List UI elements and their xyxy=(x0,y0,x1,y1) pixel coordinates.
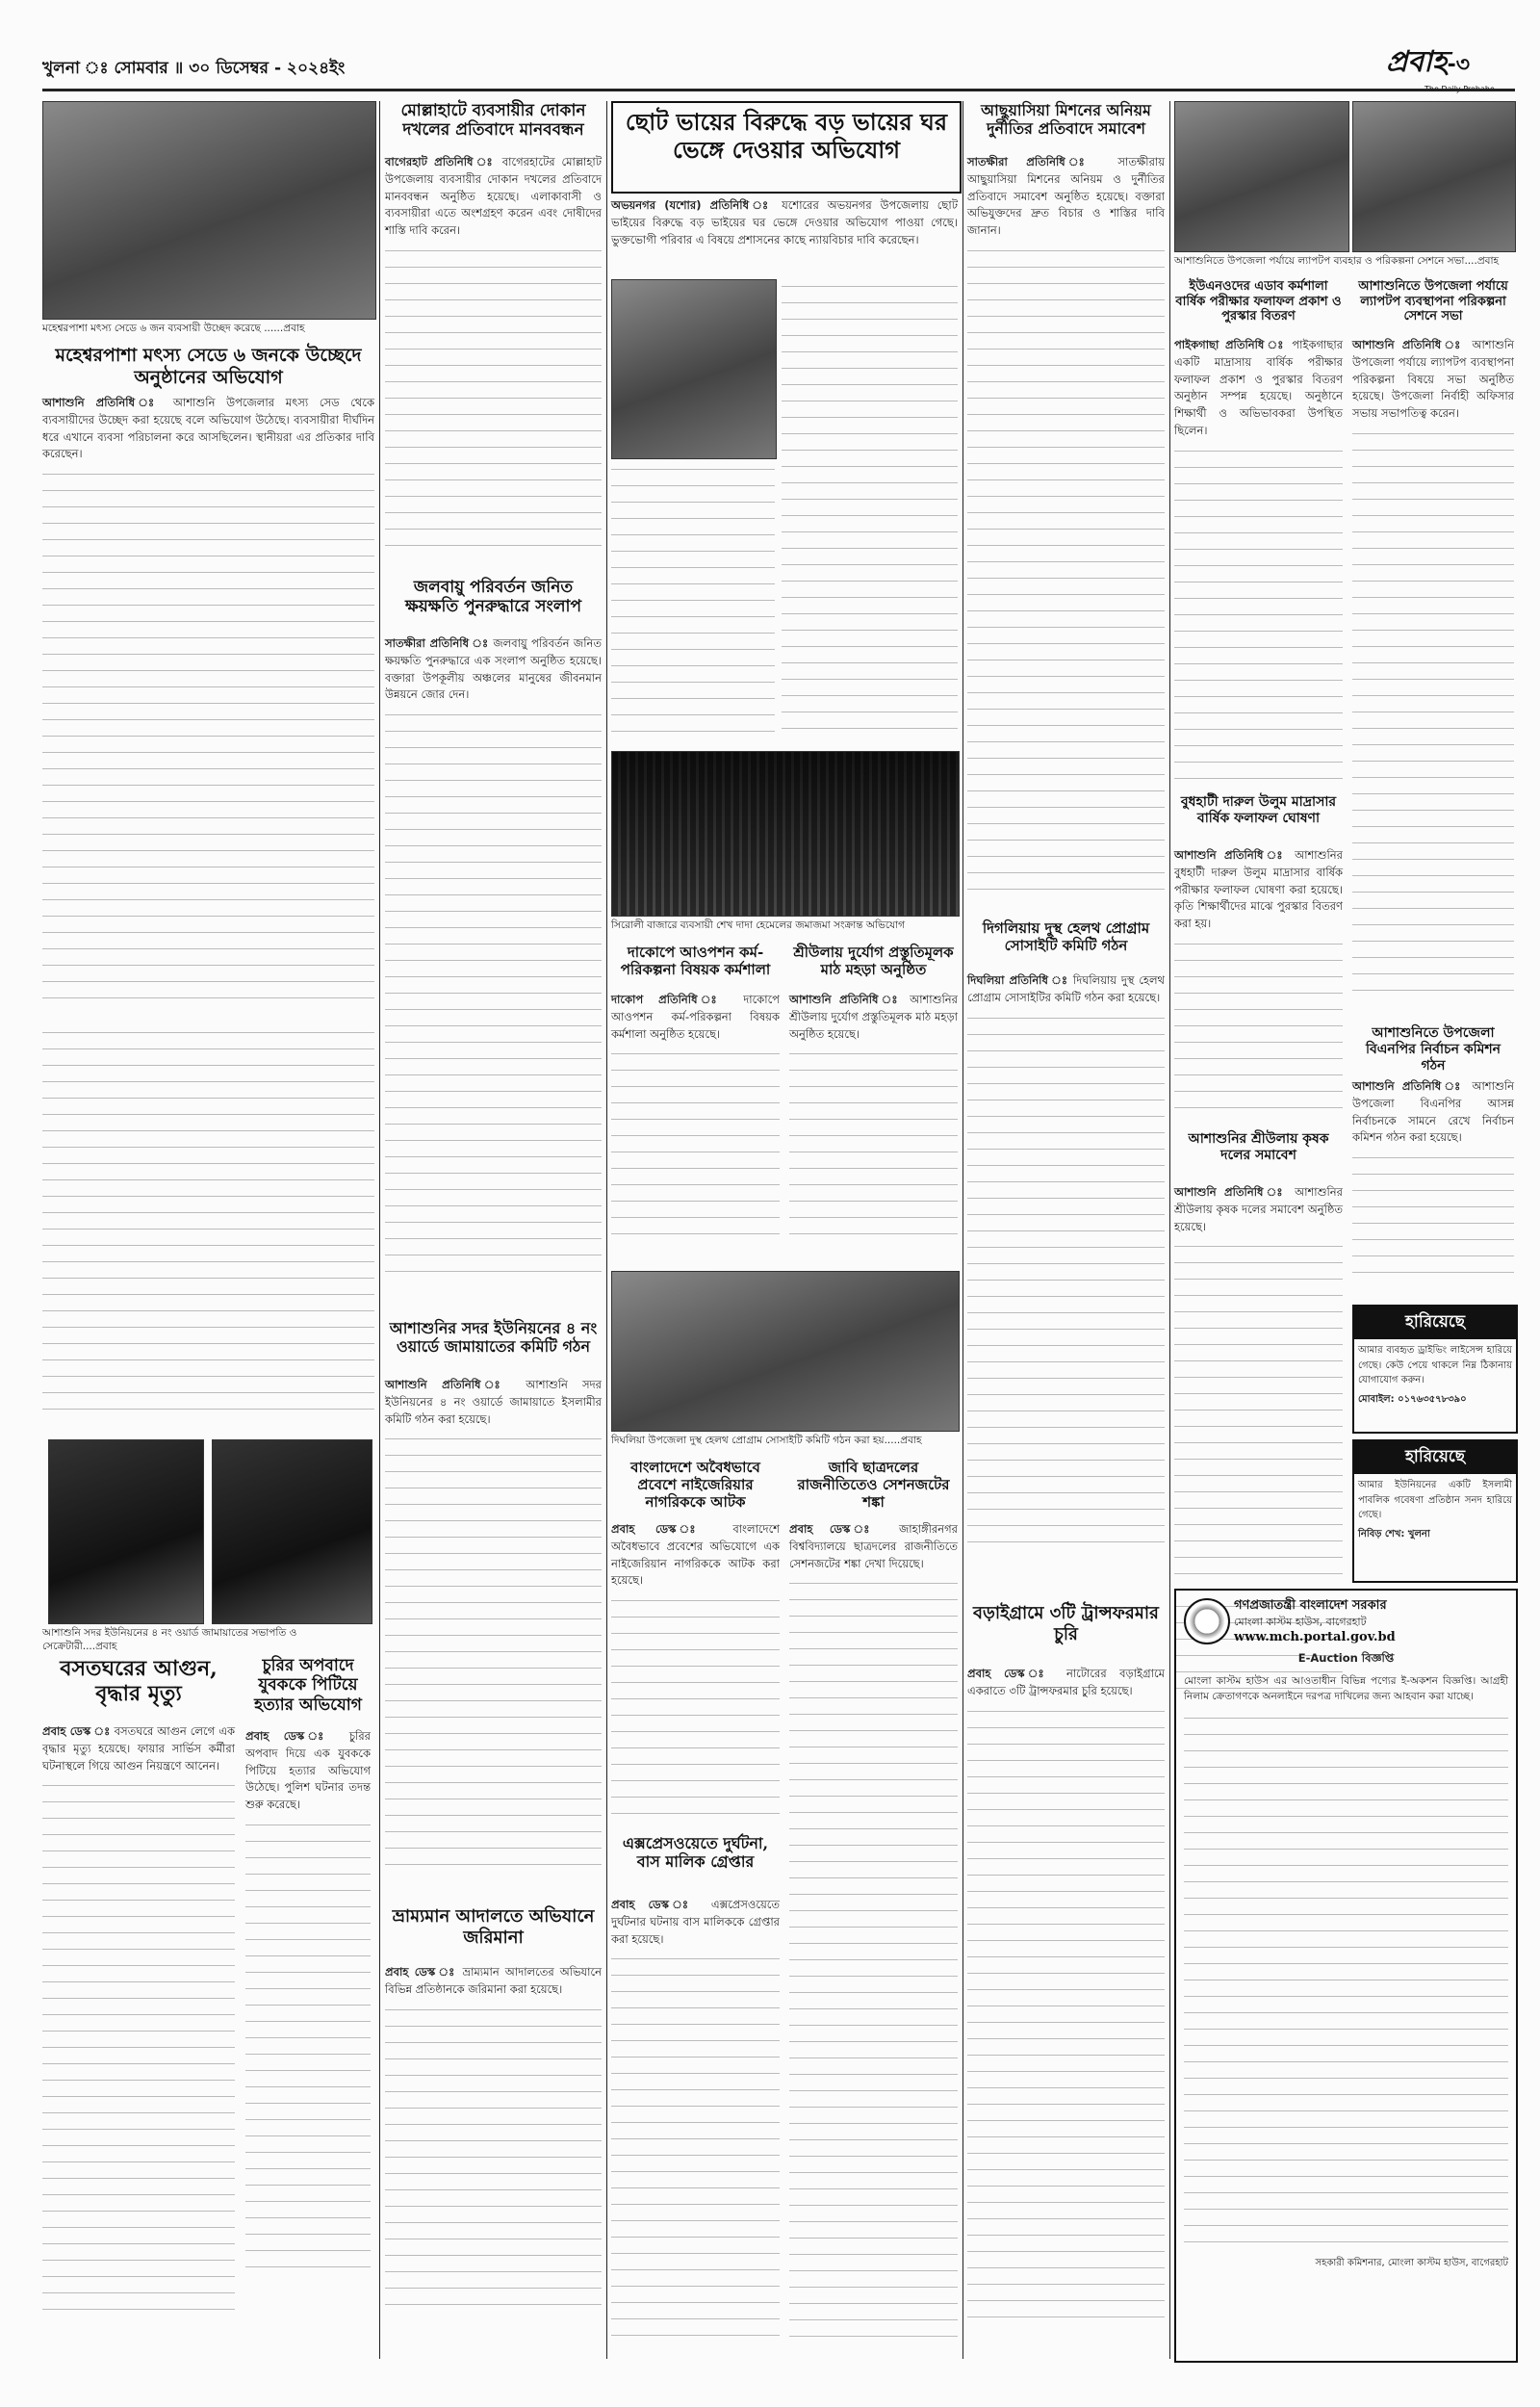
tender-label: E-Auction বিজ্ঞপ্তি xyxy=(1297,1651,1395,1666)
scholarship-photo-right xyxy=(1352,101,1516,252)
masthead xyxy=(1386,39,1511,85)
rally-headline: আছুয়াসিয়া মিশনের অনিয়ম দুর্নীতির প্রতিবাদে সমাবেশ xyxy=(981,101,1151,139)
market-text-continued xyxy=(42,467,374,1006)
market-body xyxy=(42,395,374,1021)
theft-body xyxy=(245,1728,371,2359)
sports-byline: আশাশুনি প্রতিনিধি ঃ xyxy=(789,993,902,1006)
main-headline: ছোট ভায়ের বিরুদ্ধে বড় ভায়ের ঘর ভেঙ্গে দেওয়ার অভিযোগ xyxy=(625,108,948,164)
scholarship-photo-left xyxy=(1174,101,1349,252)
gathering-byline: প্রবাহ ডেস্ক ঃ xyxy=(611,1522,713,1536)
madrasa-byline: আশাশুনি প্রতিনিধি ঃ xyxy=(1174,848,1287,862)
laptop-headline: আশাশুনিতে উপজেলা পর্যায়ে ল্যাপটপ ব্যবস্থাপনা পরিকল্পনা সেশনে সভা xyxy=(1358,279,1508,324)
gathering-headline: বাংলাদেশে অবৈধভাবে প্রবেশে নাইজেরিয়ার নাগরিককে আটক xyxy=(630,1459,760,1511)
festival-text: বাগেরহাটের মোল্লাহাট উপজেলায় ব্যবসায়ীর দোকান দখলের প্রতিবাদে মানববন্ধন অনুষ্ঠিত হয়েছে। এলাকাবাসী ও ব্যবসায়ীরা এতে অংশগ্রহণ করেন এবং দোষীদের শাস্তি দাবি করেন। xyxy=(385,155,603,238)
scholarship-byline: পাইকগাছা প্রতিনিধি ঃ xyxy=(1174,338,1287,351)
col1-lower-body xyxy=(42,1025,374,1430)
market-photo xyxy=(42,101,376,320)
col1-lower-text xyxy=(42,1025,374,1420)
tender-org: গণপ্রজাতন্ত্রী বাংলাদেশ সরকার xyxy=(1234,1598,1387,1613)
transformer-text: নাটোরের বড়াইগ্রামে একরাতে ৩টি ট্রান্সফরমার চুরি হয়েছে। xyxy=(967,1667,1165,1697)
divider-3 xyxy=(962,101,963,2359)
rally-byline: সাতক্ষীরা প্রতিনিধি ঃ xyxy=(967,155,1100,168)
disaster-text-continued xyxy=(611,1047,780,1239)
fire-photo-caption: আশাশুনি সদর ইউনিয়নের ৪ নং ওয়ার্ড জামায়াতের সভাপতি ও সেক্রেটারী....প্রবাহ xyxy=(42,1627,297,1652)
lost-notice-1-title: হারিয়েছে xyxy=(1354,1307,1516,1339)
scholarship-caption: আশাশুনিতে উপজেলা পর্যায়ে ল্যাপটপ ব্যবহার ও পরিকল্পনা সেশনে সভা....প্রবাহ xyxy=(1174,255,1500,267)
lost-notice-1 xyxy=(1352,1305,1518,1434)
scholarship-text: পাইকগাছার একটি মাদ্রাসায় বার্ষিক পরীক্ষার ফলাফল প্রকাশ ও পুরস্কার বিতরণ অনুষ্ঠান সম্পন্ন হয়েছে। অনুষ্ঠানে শিক্ষার্থী ও অভিভাবকরা উপস্থিত ছিলেন। xyxy=(1174,338,1344,438)
lost-notice-1-contact: মোবাইল: ০১৭৬৩৫৭৮৩৯০ xyxy=(1358,1393,1467,1405)
court-body xyxy=(385,1964,602,2359)
main-body-top xyxy=(611,197,958,270)
court-text-continued xyxy=(385,2003,602,2311)
tender-office: মোংলা কাস্টম হাউস, বাগেরহাট xyxy=(1234,1615,1367,1628)
election-text-continued xyxy=(385,1432,602,1865)
farmers-text: আশাশুনির শ্রীউলায় কৃষক দলের সমাবেশ অনুষ্ঠিত হয়েছে। xyxy=(1174,1185,1343,1233)
main-text-continued xyxy=(782,279,958,732)
main-text: যশোরের অভয়নগর উপজেলায় ছোট ভাইয়ের বিরুদ্ধে বড় ভাইয়ের ঘর ভেঙ্গে দেওয়ার অভিযোগ পাওয়া গেছে। ভুক্তভোগী পরিবার এ বিষয়ে প্রশাসনের কাছে ন্যায়বিচার দাবি করেছেন। xyxy=(611,198,958,246)
environment-headline: জলবায়ু পরিবর্তন জনিত ক্ষয়ক্ষতি পুনরুদ্ধারে সংলাপ xyxy=(404,578,581,617)
transformer-headline: বড়াইগ্রামে ৩টি ট্রান্সফরমার চুরি xyxy=(973,1603,1159,1644)
accident-text: এক্সপ্রেসওয়েতে দুর্ঘটনার ঘটনায় বাস মালিককে গ্রেপ্তার করা হয়েছে। xyxy=(611,1898,780,1946)
madrasa-headline: বুধহাটী দারুল উলুম মাদ্রাসার বার্ষিক ফলাফল ঘোষণা xyxy=(1180,794,1337,826)
society-text-continued xyxy=(967,1011,1165,1550)
transformer-body xyxy=(967,1666,1165,2359)
election-text: আশাশুনি সদর ইউনিয়নের ৪ নং ওয়ার্ডে জামায়াতে ইসলামীর কমিটি গঠন করা হয়েছে। xyxy=(385,1378,603,1426)
scholarship-body xyxy=(1174,337,1343,780)
gathering-photo xyxy=(611,1271,960,1432)
laptop-text-continued xyxy=(1352,427,1514,1004)
rally-body xyxy=(967,154,1165,905)
govt-seal-icon xyxy=(1184,1598,1230,1644)
election-headline: আশাশুনির সদর ইউনিয়নের ৪ নং ওয়ার্ডে জামায়াতের কমিটি গঠন xyxy=(389,1319,598,1357)
accident-body xyxy=(611,1897,780,2359)
fire-text-continued xyxy=(42,1778,235,2317)
farmers-byline: আশাশুনি প্রতিনিধি ঃ xyxy=(1174,1185,1287,1199)
environment-body xyxy=(385,635,602,1309)
theft-text: চুরির অপবাদ দিয়ে এক যুবককে পিটিয়ে হত্যার অভিযোগ উঠেছে। পুলিশ ঘটনার তদন্ত শুরু করেছে। xyxy=(245,1729,371,1812)
lost-notice-1-body: আমার ব্যবহৃত ড্রাইভিং লাইসেন্স হারিয়ে গেছে। কেউ পেয়ে থাকলে নিম্ন ঠিকানায় যোগাযোগ করুন। xyxy=(1358,1345,1512,1385)
farmers-headline: আশাশুনির শ্রীউলায় কৃষক দলের সমাবেশ xyxy=(1188,1131,1329,1163)
bnp-text-continued xyxy=(1352,1151,1514,1285)
tender-signoff: সহকারী কমিশনার, মোংলা কাস্টম হাউস, বাগেরহাট xyxy=(1315,2257,1508,2268)
fire-headline: বসতঘরের আগুন, বৃদ্ধার মৃত্যু xyxy=(60,1656,218,1707)
university-text-continued xyxy=(789,1576,958,2337)
bnp-body xyxy=(1352,1078,1514,1300)
lost-notice-2-body: আমার ইউনিয়নের একটি ইসলামী পাবলিক গবেষণা প্রতিষ্ঠান সনদ হারিয়ে গেছে। xyxy=(1358,1480,1512,1520)
divider-2 xyxy=(606,101,607,2359)
transformer-byline: প্রবাহ ডেস্ক ঃ xyxy=(967,1667,1054,1680)
fire-photo-right xyxy=(212,1439,372,1624)
tender-notice xyxy=(1174,1589,1518,2363)
accident-text-continued xyxy=(611,1952,780,2337)
environment-text: জলবায়ু পরিবর্তন জনিত ক্ষয়ক্ষতি পুনরুদ্ধারে এক সংলাপ অনুষ্ঠিত হয়েছে। বক্তারা উপকূলীয় অঞ্চলের মানুষের জীবনমান উন্নয়নে জোর দেন। xyxy=(385,636,602,702)
madrasa-body xyxy=(1174,847,1343,1117)
disaster-text: দাকোপে আওপশন কর্ম-পরিকল্পনা বিষয়ক কর্মশালা অনুষ্ঠিত হয়েছে। xyxy=(611,993,780,1041)
main-byline: অভয়নগর (যশোর) প্রতিনিধি ঃ xyxy=(611,198,774,212)
rally-text: সাতক্ষীরায় আছুয়াসিয়া মিশনের অনিয়ম ও দুর্নীতির প্রতিবাদে সমাবেশ অনুষ্ঠিত হয়েছে। বক্তারা অভিযুক্তদের দ্রুত বিচার ও শাস্তির দাবি জানান। xyxy=(967,155,1166,238)
main-headline-box xyxy=(611,101,962,194)
society-headline: দিগলিয়ায় দুস্থ হেলথ প্রোগ্রাম সোসাইটি কমিটি গঠন xyxy=(982,919,1150,954)
university-headline: জাবি ছাত্রদলের রাজনীতিতেও সেশনজটের শঙ্কা xyxy=(797,1459,950,1511)
festival-body xyxy=(385,154,602,558)
lost-notice-2 xyxy=(1352,1439,1518,1583)
election-byline: আশাশুনি প্রতিনিধি ঃ xyxy=(385,1378,512,1391)
university-byline: প্রবাহ ডেস্ক ঃ xyxy=(789,1522,883,1536)
tender-website: www.mch.portal.gov.bd xyxy=(1234,1629,1396,1644)
divider-4 xyxy=(1169,101,1170,2359)
madrasa-text-continued xyxy=(1174,937,1343,1120)
tender-body-continued xyxy=(1184,1711,1508,2250)
sports-text-continued xyxy=(789,1047,958,1239)
society-byline: দিঘলিয়া প্রতিনিধি ঃ xyxy=(967,973,1069,987)
lost-notice-2-contact: নিবিড় শেখ: খুলনা xyxy=(1358,1528,1430,1540)
accident-byline: প্রবাহ ডেস্ক ঃ xyxy=(611,1898,699,1911)
sports-body xyxy=(789,992,958,1261)
bnp-text: আশাশুনি উপজেলা বিএনপির আসন্ন নির্বাচনকে সামনে রেখে নির্বাচন কমিশন গঠন করা হয়েছে। xyxy=(1352,1079,1514,1145)
society-body xyxy=(967,972,1165,1589)
main-body-left xyxy=(611,462,775,741)
disaster-byline: দাকোপ প্রতিনিধি ঃ xyxy=(611,993,729,1006)
festival-byline: বাগেরহাট প্রতিনিধি ঃ xyxy=(385,155,496,168)
hall-photo-caption: সিরোলী বাজারে ব্যবসায়ী শেখ দাদা হেমেলের জমাজমা সংক্রান্ত অভিযোগ xyxy=(611,919,906,931)
tender-body: মোংলা কাস্টম হাউস এর আওতাধীন বিভিন্ন পণ্যের ই-অকশন বিজ্ঞপ্তি। আগ্রহী নিলাম ক্রেতাগণকে অনলাইনে দরপত্র দাখিলের জন্য আহবান করা যাচ্ছে। xyxy=(1184,1675,1508,1703)
festival-headline: মোল্লাহাটে ব্যবসায়ীর দোকান দখলের প্রতিবাদে মানববন্ধন xyxy=(400,101,586,141)
bnp-byline: আশাশুনি প্রতিনিধি ঃ xyxy=(1352,1079,1465,1093)
university-body xyxy=(789,1521,958,2359)
election-body xyxy=(385,1377,602,1887)
court-headline: ভ্রাম্যমান আদালতে অভিযানে জরিমানা xyxy=(392,1906,595,1948)
theft-text-continued xyxy=(245,1818,371,2280)
laptop-body xyxy=(1352,337,1514,1011)
market-byline: আশাশুনি প্রতিনিধি ঃ xyxy=(42,396,163,409)
market-text: আশাশুনি উপজেলার মৎস্য সেড থেকে ব্যবসায়ীদের উচ্ছেদ করা হয়েছে বলে অভিযোগ উঠেছে। ব্যবসায়ীরা দীর্ঘদিন ধরে এখানে ব্যবসা পরিচালনা করে আসছিলেন। স্থানীয়রা এর প্রতিকার দাবি করেছেন। xyxy=(42,396,375,461)
main-body-side xyxy=(782,279,958,741)
environment-byline: সাতক্ষীরা প্রতিনিধি ঃ xyxy=(385,636,489,650)
fire-byline: প্রবাহ ডেস্ক ঃ xyxy=(42,1724,111,1738)
theft-headline: চুরির অপবাদে যুবককে পিটিয়ে হত্যার অভিযোগ xyxy=(254,1656,362,1715)
rally-text-continued xyxy=(967,244,1165,898)
sports-headline: শ্রীউলায় দুর্যোগ প্রস্তুতিমূলক মাঠ মহড়া অনুষ্ঠিত xyxy=(793,944,954,978)
page-number: -৩ xyxy=(1447,53,1470,77)
fire-photo-left xyxy=(48,1439,204,1624)
divider-1 xyxy=(379,101,380,2359)
hall-photo xyxy=(611,751,960,917)
theft-byline: প্রবাহ ডেস্ক ঃ xyxy=(245,1729,335,1743)
lost-notice-2-title: হারিয়েছে xyxy=(1354,1441,1516,1474)
scholarship-headline: ইউএনওদের এডাব কর্মশালা বার্ষিক পরীক্ষার ফলাফল প্রকাশ ও পুরস্কার বিতরণ xyxy=(1175,279,1342,324)
society-text: দিঘলিয়ায় দুস্থ হেলথ প্রোগ্রাম সোসাইটির কমিটি গঠন করা হয়েছে। xyxy=(967,973,1166,1004)
gathering-photo-caption: দিঘলিয়া উপজেলা দুস্থ হেলথ প্রোগ্রাম সোসাইটি কমিটি গঠন করা হয়.....প্রবাহ xyxy=(611,1435,922,1446)
fire-body xyxy=(42,1723,235,2359)
gathering-body xyxy=(611,1521,780,1820)
dateline: খুলনা ঃ সোমবার ॥ ৩০ ডিসেম্বর - ২০২৪ইং xyxy=(42,59,346,78)
disaster-body xyxy=(611,992,780,1261)
laptop-text: আশাশুনি উপজেলা পর্যায়ে ল্যাপটপ ব্যবস্থাপনা পরিকল্পনা বিষয়ে সভা অনুষ্ঠিত হয়েছে। উপজেলা নির্বাহী অফিসার সভায় সভাপতিত্ব করেন। xyxy=(1352,338,1514,421)
disaster-headline: দাকোপে আওপশন কর্ম-পরিকল্পনা বিষয়ক কর্মশালা xyxy=(620,944,771,978)
scholarship-text-continued xyxy=(1174,444,1343,790)
accident-headline: এক্সপ্রেসওয়েতে দুর্ঘটনা, বাস মালিক গ্রেপ্তার xyxy=(622,1834,769,1872)
sports-text: আশাশুনির শ্রীউলায় দুর্যোগ প্রস্তুতিমূলক মাঠ মহড়া অনুষ্ঠিত হয়েছে। xyxy=(789,993,958,1041)
madrasa-text: আশাশুনির বুধহাটী দারুল উলুম মাদ্রাসার বার্ষিক পরীক্ষার ফলাফল ঘোষণা করা হয়েছে। কৃতি শিক্ষার্থীদের মাঝে পুরস্কার বিতরণ করা হয়। xyxy=(1174,848,1343,931)
transformer-text-continued xyxy=(967,1704,1165,2320)
bnp-headline: আশাশুনিতে উপজেলা বিএনপির নির্বাচন কমিশন গঠন xyxy=(1365,1025,1502,1074)
court-byline: প্রবাহ ডেস্ক ঃ xyxy=(385,1965,457,1979)
festival-text-continued xyxy=(385,244,602,552)
gathering-text-continued xyxy=(611,1593,780,1815)
court-text: ভ্রাম্যমান আদালতের অভিযানে বিভিন্ন প্রতিষ্ঠানকে জরিমানা করা হয়েছে। xyxy=(385,1965,602,1996)
university-text: জাহাঙ্গীরনগর বিশ্ববিদ্যালয়ে ছাত্রদলের রাজনীতিতে সেশনজটের শঙ্কা দেখা দিয়েছে। xyxy=(789,1522,958,1570)
gathering-text: বাংলাদেশে অবৈধভাবে প্রবেশের অভিযোগে এক নাইজেরিয়ান নাগরিককে আটক করা হয়েছে। xyxy=(611,1522,780,1588)
market-photo-caption: মহেশ্বরপাশা মৎস্য সেডে ৬ জন ব্যবসায়ী উচ্ছেদ করেছে ......প্রবাহ xyxy=(42,323,305,334)
masthead-title: প্রবাহ xyxy=(1386,45,1448,79)
main-text-left xyxy=(611,462,775,737)
header-rule xyxy=(42,89,1515,91)
fire-text: বসতঘরে আগুন লেগে এক বৃদ্ধার মৃত্যু হয়েছে। ফায়ার সার্ভিস কর্মীরা ঘটনাস্থলে গিয়ে আগুন নিয়ন্ত্রণে আনেন। xyxy=(42,1724,235,1773)
laptop-byline: আশাশুনি প্রতিনিধি ঃ xyxy=(1352,338,1465,351)
environment-text-continued xyxy=(385,708,602,1285)
market-headline: মহেশ্বরপাশা মৎস্য সেডে ৬ জনকে উচ্ছেদে অনুষ্ঠানের অভিযোগ xyxy=(55,345,362,388)
main-photo xyxy=(611,279,777,459)
